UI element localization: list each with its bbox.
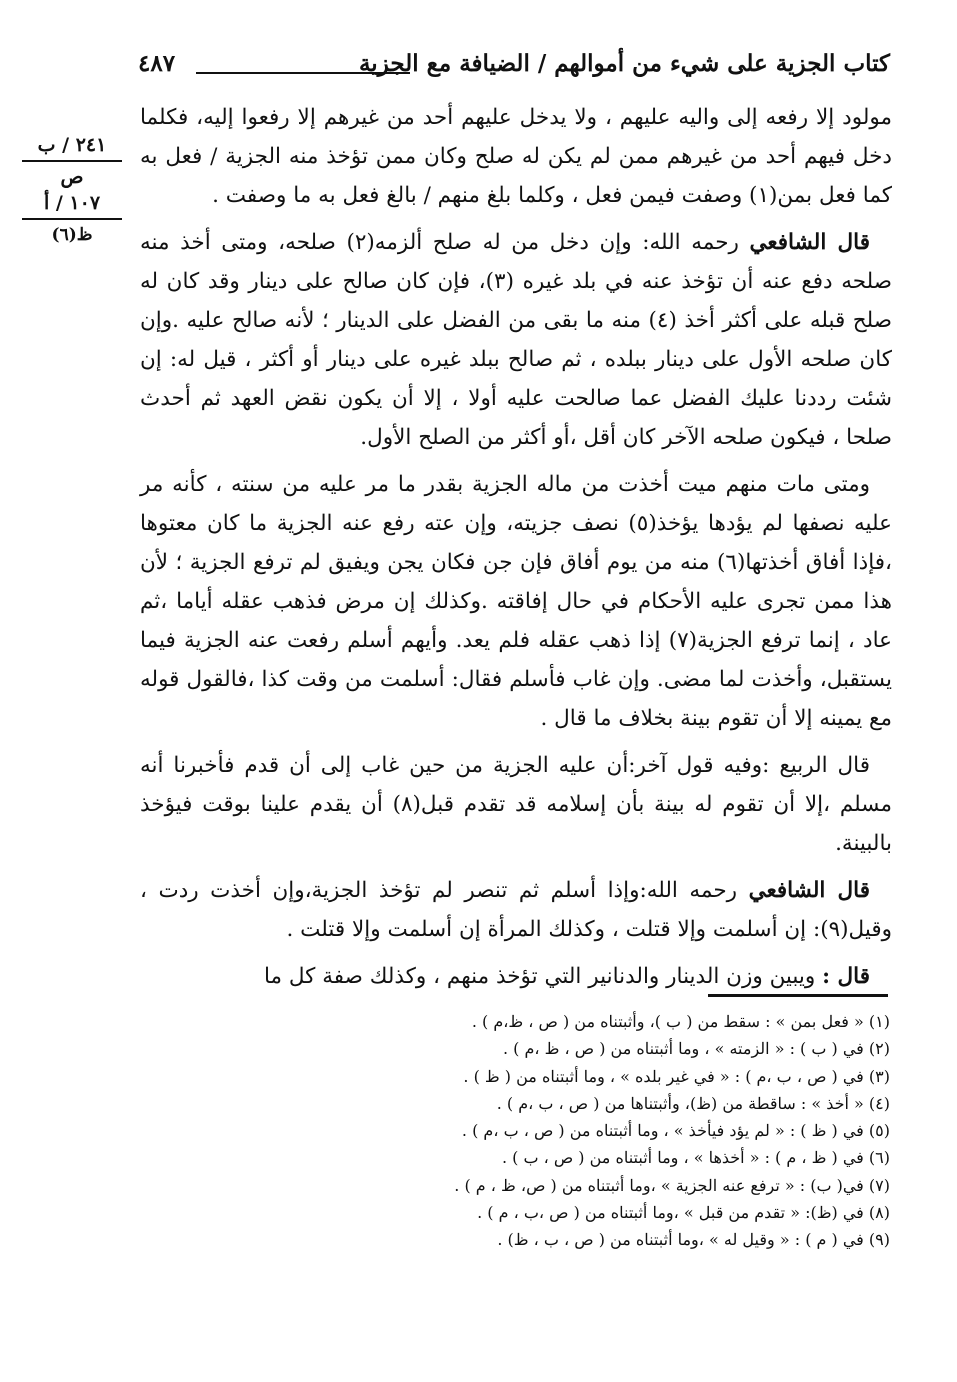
margin-note: ١٠٧ / أ: [22, 190, 122, 220]
main-text: [140, 98, 892, 1004]
footnote: (٢) في ( ب ) : « الزمته » ، وما أثبتناه من ( ص ، ظ ،م ) .: [502, 1039, 890, 1059]
paragraph: [140, 746, 892, 863]
footnotes: [300, 1008, 890, 1254]
page-number: ٤٨٧: [138, 50, 176, 77]
paragraph: [140, 465, 892, 738]
paragraph: [140, 223, 892, 457]
footnote: (٤) « أخذ » : ساقطة من (ظ)، وأثبتناها من ( ص ، ب ،م ) .: [496, 1093, 890, 1113]
paragraph: [140, 871, 892, 949]
footnote: (١) « فعل بمن » : سقط من ( ب )، وأثبتناه من ( ص ، ظ،م ) .: [471, 1012, 890, 1031]
running-header: [138, 50, 890, 90]
footnote: (٩) في ( م ) : « وقيل له » ،وما أثبتناه من ( ص ، ب ، ظ) .: [497, 1230, 890, 1250]
paragraph: [140, 98, 892, 215]
margin-notes: [22, 132, 122, 248]
header-title: كتاب الجزية على شيء من أموالهم / الضيافة مع الجزية: [358, 50, 890, 77]
paragraph-text: ويبين وزن الدينار والدنانير التي تؤخذ منهم ، وكذلك صفة كل ما: [263, 964, 816, 989]
paragraph-text: رحمه الله: وإن دخل من له صلح ألزمه(٢) صلحه، ومتى أخذ منه صلحه دفع عنه أن تؤخذ عنه في بلد غيره (٣)، فإن كان صالح على دينار وقد كان له صلح قبله على أكثر أخذ (٤) منه ما بقى من الفضل على الدينار ؛ لأنه صالح عليه .وإن كان صلحه الأول على دينار ببلده ، ثم صالح ببلد غيره على دينار أو أكثر ، قيل له: إن شئت رددنا عليك الفضل عما صالحت عليه أولا ، إلا أن يكون نقض العهد ثم أحدث صلحا ، فيكون صلحه الآخر كان أقل ،أو أكثر من الصلح الأول.: [140, 230, 893, 450]
paragraph-speaker: قال الشافعي: [748, 878, 870, 903]
header-rule: [196, 72, 410, 74]
paragraph-speaker: قال الشافعي: [749, 230, 870, 255]
paragraph-text: مولود إلا رفعه إلى واليه عليهم ، ولا يدخل عليهم أحد من غيرهم إلا رفعوا إليه، فكلما دخل فيهم أحد من غيرهم ممن لم يكن له صلح وكان ممن تؤخذ منه الجزية / فعل به كما فعل بمن(١) وصفت فيمن فعل ، وكلما بلغ منهم / بالغ فعل به ما وصفت .: [140, 105, 892, 208]
margin-note: ظ(٦): [51, 225, 93, 245]
margin-note: ٢٤١ / ب: [22, 132, 122, 162]
paragraph-speaker: قال :: [822, 964, 870, 989]
footnote-separator: [708, 994, 888, 997]
paragraph-text: قال الربيع :وفيه قول آخر:أن عليه الجزية من حين غاب إلى أن قدم فأخبرنا أنه مسلم ،إلا أن تقوم له بينة بأن إسلامه قد تقدم قبل(٨) أن يقدم علينا بوقت فيؤخذ بالبينة.: [140, 753, 892, 856]
paragraph-text: رحمه الله:وإذا أسلم ثم تنصر لم تؤخذ الجزية،وإن أخذت ردت ، وقيل(٩): إن أسلمت وإلا قتلت ، وكذلك المرأة إن أسلمت وإلا قتلت .: [140, 878, 892, 942]
paragraph: [140, 957, 892, 996]
footnote: (٣) في ( ص ، ب ،م ) : « في غير بلده » ، وما أثبتناه من ( ظ ) .: [463, 1066, 890, 1086]
margin-note: ص: [60, 166, 84, 188]
footnote: (٨) في (ظ): « تقدم من قبل » ،وما أثبتناه من ( ص ،ب ، م ) .: [477, 1203, 890, 1223]
footnote: (٥) في ( ظ ) : « لم يؤد فيأخذ » ، وما أثبتناه من ( ص ، ب ،م ) .: [461, 1121, 890, 1141]
footnote: (٦) في ( ظ ، م ) : « أخذها » ، وما أثبتناه من ( ص ، ب ) .: [501, 1148, 890, 1168]
footnote: (٧) في( ب) : « ترفع عنه الجزية » ،وما أثبتناه من ( ص، ظ ، م ) .: [454, 1175, 890, 1195]
paragraph-text: ومتى مات منهم ميت أخذت من ماله الجزية بقدر ما مر عليه من سنته ، كأنه مر عليه نصفها لم يؤدها يؤخذ(٥) نصف جزيته، وإن عته رفع عنه الجزية ما كان معتوها ،فإذا أفاق أخذتها(٦) منه من يوم أفاق فإن جن فكان يجن ويفيق لم ترفع الجزية ؛ لأن هذا ممن تجرى عليه الأحكام في حال إفاقته .وكذلك إن مرض فذهب عقله أياما ،ثم عاد ، إنما ترفع الجزية(٧) إذا ذهب عقله فلم يعد. وأيهم أسلم رفعت عنه الجزية فيما يستقبل، وأخذت لما مضى. وإن غاب فأسلم فقال: أسلمت من وقت كذا ،فالقول قوله مع يمينه إلا أن تقوم بينة بخلاف ما قال .: [140, 472, 893, 731]
